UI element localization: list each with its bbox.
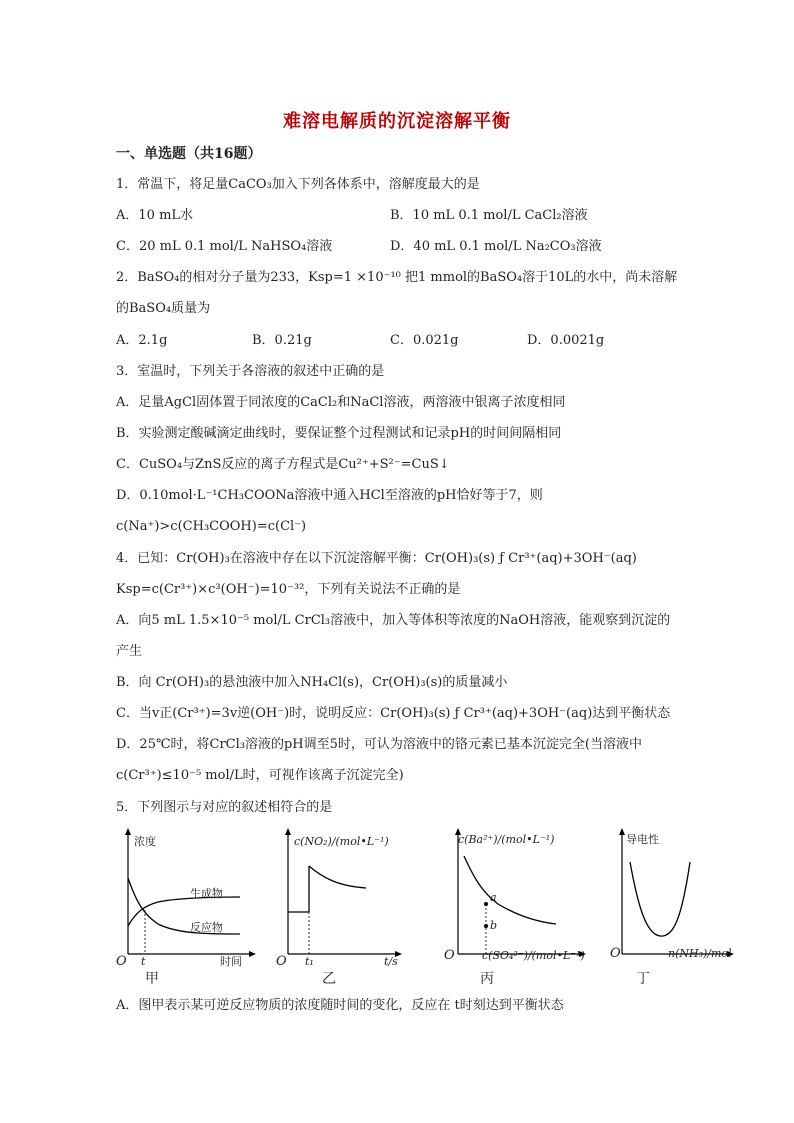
- figure-bing-a-label: a: [490, 891, 497, 904]
- figure-jia: [118, 826, 258, 970]
- question-3-stem: 3．室温时，下列关于各溶液的叙述中正确的是: [116, 364, 385, 379]
- question-2-option-b: B．0.21g: [252, 333, 312, 348]
- question-4-option-b: B．向 Cr(OH)₃的悬浊液中加入NH₄Cl(s)，Cr(OH)₃(s)的质量减小: [116, 675, 508, 690]
- figure-jia-x-arrow: [249, 951, 256, 957]
- question-4-option-a-line2: 产生: [116, 644, 143, 659]
- question-4-stem-line2: Ksp=c(Cr³⁺)×c³(OH⁻)=10⁻³²，下列有关说法不正确的是: [116, 582, 461, 597]
- figure-jia-origin: O: [116, 954, 127, 969]
- figure-jia-t-tick: t: [141, 955, 146, 968]
- figure-bing-point-a: [484, 902, 488, 906]
- figure-yi-decay-curve: [309, 866, 366, 888]
- figure-jia-y-arrow: [125, 828, 131, 835]
- figure-bing-x-label: c(SO₄²⁻)/(mol•L⁻¹): [482, 949, 585, 962]
- question-4-option-c: C．当v正(Cr³⁺)=3v逆(OH⁻)时，说明反应：Cr(OH)₃(s) ƒ Cr³⁺(aq)+3OH⁻(aq)达到平衡状态: [116, 706, 671, 721]
- figure-yi-x-label: t/s: [384, 955, 398, 968]
- question-2-option-a: A．2.1g: [116, 333, 168, 348]
- figure-bing-curve: [464, 856, 556, 924]
- question-4-stem-line1: 4．已知：Cr(OH)₃在溶液中存在以下沉淀溶解平衡：Cr(OH)₃(s) ƒ Cr³⁺(aq)+3OH⁻(aq): [116, 551, 637, 566]
- figure-yi-origin: O: [276, 954, 287, 969]
- question-3-option-c: C．CuSO₄与ZnS反应的离子方程式是Cu²⁺+S²⁻=CuS↓: [116, 457, 450, 472]
- figure-yi-t1-tick: t₁: [305, 955, 314, 968]
- figure-jia-reactant-label: 反应物: [190, 921, 223, 934]
- figure-bing-b-label: b: [490, 919, 498, 932]
- question-1-option-d: D．40 mL 0.1 mol/L Na₂CO₃溶液: [390, 239, 602, 254]
- figure-bing-origin: O: [444, 948, 455, 963]
- figure-jia-product-label: 生成物: [190, 887, 223, 900]
- question-3-option-d-line2: c(Na⁺)>c(CH₃COOH)=c(Cl⁻): [116, 519, 307, 534]
- question-5-option-a: A．图甲表示某可逆反应物质的浓度随时间的变化，反应在 t时刻达到平衡状态: [116, 998, 564, 1013]
- question-2-option-c: C．0.021g: [390, 333, 459, 348]
- figure-ding-caption: 丁: [636, 971, 650, 987]
- figure-bing-y-label: c(Ba²⁺)/(mol•L⁻¹): [458, 833, 555, 846]
- figure-jia-x-label: 时间: [220, 955, 242, 968]
- question-1-option-c: C．20 mL 0.1 mol/L NaHSO₄溶液: [116, 239, 333, 254]
- question-1-stem: 1．常温下，将足量CaCO₃加入下列各体系中，溶解度最大的是: [116, 177, 480, 192]
- question-3-option-b: B．实验测定酸碱滴定曲线时，要保证整个过程测试和记录pH的时间间隔相同: [116, 426, 562, 441]
- figure-ding-x-label: n(NH₃)/mol: [668, 947, 732, 960]
- question-4-option-d-line1: D．25℃时，将CrCl₃溶液的pH调至5时，可认为溶液中的铬元素已基本沉淀完全(当溶液中: [116, 737, 642, 752]
- figure-yi-y-label: c(NO₂)/(mol•L⁻¹): [294, 835, 389, 848]
- question-3-option-d-line1: D．0.10mol·L⁻¹CH₃COONa溶液中通入HCl至溶液的pH恰好等于7，则: [116, 488, 543, 503]
- question-3-option-a: A．足量AgCl固体置于同浓度的CaCl₂和NaCl溶液，两溶液中银离子浓度相同: [116, 395, 566, 410]
- figure-yi: [278, 826, 408, 970]
- question-1-option-b: B．10 mL 0.1 mol/L CaCl₂溶液: [390, 208, 588, 223]
- figure-bing-point-b: [484, 924, 488, 928]
- figure-jia-caption: 甲: [145, 971, 159, 987]
- figure-ding: [612, 826, 742, 970]
- figure-jia-y-label: 浓度: [134, 835, 156, 848]
- figure-bing: [444, 826, 588, 970]
- question-4-option-a-line1: A．向5 mL 1.5×10⁻⁵ mol/L CrCl₃溶液中，加入等体积等浓度的NaOH溶液，能观察到沉淀的: [116, 613, 671, 628]
- question-4-option-d-line2: c(Cr³⁺)≤10⁻⁵ mol/L时，可视作该离子沉淀完全): [116, 768, 404, 783]
- question-1-option-a: A．10 mL水: [116, 208, 194, 223]
- figure-ding-origin: O: [610, 946, 621, 961]
- section-heading: 一、单选题（共16题）: [116, 146, 262, 162]
- figure-ding-curve: [630, 862, 690, 936]
- question-5-stem: 5．下列图示与对应的叙述相符合的是: [116, 800, 333, 815]
- figure-bing-caption: 丙: [480, 971, 494, 987]
- figure-jia-reactant-curve: [128, 878, 240, 934]
- figure-ding-y-label: 导电性: [626, 833, 659, 846]
- question-2-stem-line1: 2．BaSO₄的相对分子量为233，Ksp=1 ×10⁻¹⁰ 把1 mmol的BaSO₄溶于10L的水中，尚未溶解: [116, 270, 678, 285]
- figure-yi-y-arrow: [285, 828, 291, 835]
- page-title: 难溶电解质的沉淀溶解平衡: [283, 111, 511, 132]
- question-2-option-d: D．0.0021g: [527, 333, 605, 348]
- figure-ding-y-arrow: [619, 828, 625, 835]
- question-2-stem-line2: 的BaSO₄质量为: [116, 301, 211, 316]
- figure-yi-caption: 乙: [322, 971, 336, 987]
